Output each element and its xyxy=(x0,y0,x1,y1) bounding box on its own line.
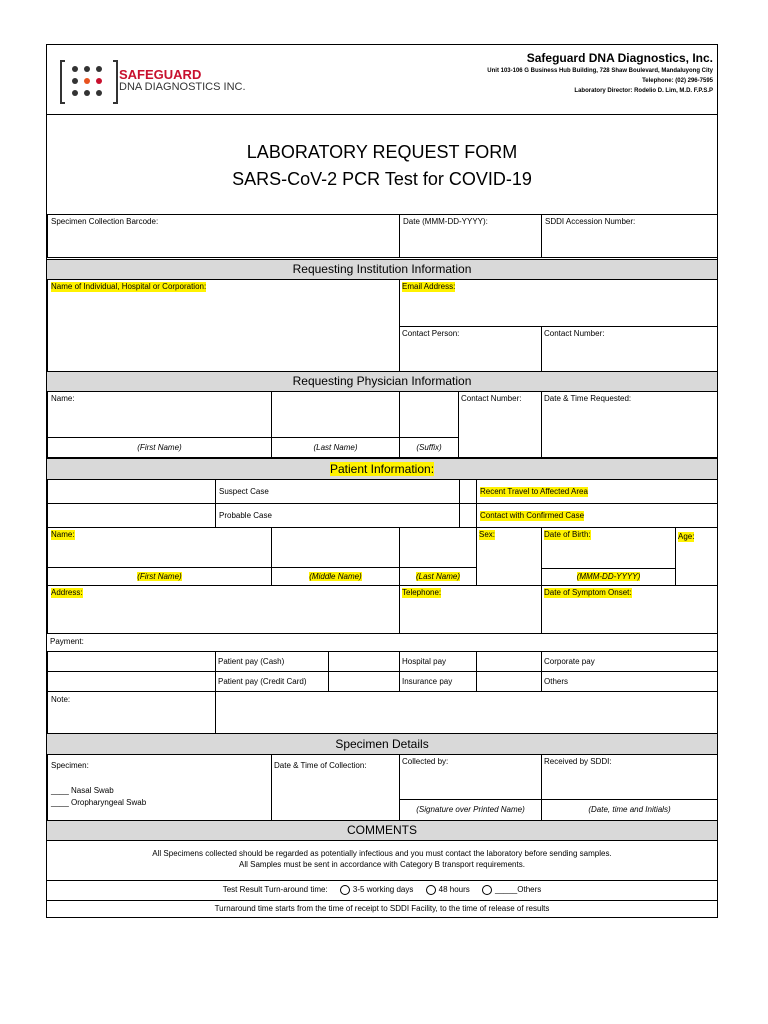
tat-48-hours-radio[interactable] xyxy=(426,885,436,895)
comments-header: COMMENTS xyxy=(47,820,717,841)
nasal-swab-option[interactable]: ____ Nasal Swab xyxy=(51,786,114,795)
suspect-case-checkbox[interactable] xyxy=(47,479,216,504)
received-by-label: Received by SDDI: xyxy=(544,757,612,766)
accession-field[interactable] xyxy=(541,214,718,258)
collection-datetime-field[interactable] xyxy=(271,754,400,821)
patient-address-label: Address: xyxy=(51,588,83,597)
turnaround-divider xyxy=(47,900,717,901)
sex-label: Sex: xyxy=(479,530,496,539)
form-page xyxy=(46,44,718,918)
insurance-checkbox[interactable] xyxy=(476,671,542,692)
tat-3-5-days-label: 3-5 working days xyxy=(352,885,414,894)
dob-caption-line xyxy=(542,568,675,569)
physician-contact-number-field[interactable] xyxy=(458,391,542,458)
received-by-caption-line xyxy=(542,799,717,800)
physician-caption-line xyxy=(47,437,459,438)
date-label: Date (MMM-DD-YYYY): xyxy=(403,217,488,226)
tat-others-label: _____Others xyxy=(495,885,542,894)
company-address: Unit 103-106 G Business Hub Building, 728 Shaw Boulevard, Mandaluyong City xyxy=(487,68,713,74)
comments-line2: All Samples must be sent in accordance with Category B transport requirements. xyxy=(239,860,525,869)
cash-option xyxy=(215,651,329,672)
insurance-label: Insurance pay xyxy=(402,677,453,686)
age-field[interactable] xyxy=(675,527,718,586)
payment-blank-1 xyxy=(47,651,216,672)
oropharyngeal-swab-option[interactable]: ____ Oropharyngeal Swab xyxy=(51,798,147,807)
institution-contact-number-label: Contact Number: xyxy=(544,329,605,338)
suspect-case-label: Suspect Case xyxy=(219,487,269,496)
specimen-label: Specimen: xyxy=(51,761,89,770)
probable-case-row xyxy=(215,503,460,528)
patient-telephone-label: Telephone: xyxy=(402,588,442,597)
form-subtitle: SARS-CoV-2 PCR Test for COVID-19 xyxy=(232,169,532,189)
patient-name-caption-line xyxy=(47,567,477,568)
travel-label: Recent Travel to Affected Area xyxy=(480,487,588,496)
physician-first-caption: (First Name) xyxy=(137,443,182,452)
payment-label: Payment: xyxy=(50,637,84,646)
symptom-onset-field[interactable] xyxy=(541,585,718,634)
barcode-label: Specimen Collection Barcode: xyxy=(51,217,159,226)
dob-caption: (MMM-DD-YYYY) xyxy=(576,572,641,581)
note-label: Note: xyxy=(51,695,71,704)
company-name: Safeguard DNA Diagnostics, Inc. xyxy=(526,51,713,65)
institution-name-label: Name of Individual, Hospital or Corporation: xyxy=(51,282,207,291)
patient-address-field[interactable] xyxy=(47,585,400,634)
others-option[interactable] xyxy=(541,671,718,692)
patient-middle-name-field[interactable] xyxy=(271,527,400,586)
collected-by-caption-line xyxy=(400,799,541,800)
collected-by-field[interactable] xyxy=(399,754,542,821)
tat-3-5-days-radio[interactable] xyxy=(340,885,350,895)
probable-case-label: Probable Case xyxy=(219,511,272,520)
physician-suffix-field[interactable] xyxy=(399,391,459,458)
turnaround-label: Test Result Turn-around time: xyxy=(222,885,328,894)
cash-label: Patient pay (Cash) xyxy=(218,657,285,666)
probable-case-checkbox[interactable] xyxy=(47,503,216,528)
note-label-cell xyxy=(47,691,216,734)
email-label: Email Address: xyxy=(402,282,456,291)
tat-48-hours-label: 48 hours xyxy=(438,885,470,894)
patient-first-caption: (First Name) xyxy=(137,572,182,581)
barcode-field[interactable] xyxy=(47,214,400,258)
signature-caption: (Signature over Printed Name) xyxy=(416,805,525,814)
dob-label: Date of Birth: xyxy=(544,530,591,539)
physician-first-name-field[interactable] xyxy=(47,391,272,458)
tat-others-radio[interactable] xyxy=(482,885,492,895)
accession-label: SDDI Accession Number: xyxy=(545,217,636,226)
physician-last-caption: (Last Name) xyxy=(313,443,358,452)
comments-line1: All Specimens collected should be regarded as potentially infectious and you must contact the laboratory before sending samples. xyxy=(152,849,612,858)
specimen-header: Specimen Details xyxy=(47,733,717,755)
patient-name-label: Name: xyxy=(51,530,75,539)
logo-text-line2: DNA DIAGNOSTICS INC. xyxy=(119,81,246,93)
email-field[interactable] xyxy=(399,279,718,327)
received-by-field[interactable] xyxy=(541,754,718,821)
credit-checkbox[interactable] xyxy=(328,671,400,692)
form-title: LABORATORY REQUEST FORM xyxy=(246,142,518,162)
patient-first-name-field[interactable] xyxy=(47,527,272,586)
patient-middle-caption: (Middle Name) xyxy=(309,572,362,581)
hospital-option xyxy=(399,651,477,672)
physician-datetime-label: Date & Time Requested: xyxy=(544,394,632,403)
physician-datetime-field[interactable] xyxy=(541,391,718,458)
company-logo xyxy=(59,59,269,105)
date-initials-caption: (Date, time and Initials) xyxy=(588,805,671,814)
logo-text-line1: SAFEGUARD xyxy=(119,67,202,82)
payment-blank-2 xyxy=(47,671,216,692)
credit-option xyxy=(215,671,329,692)
contact-person-label: Contact Person: xyxy=(402,329,460,338)
patient-header-text: Patient Information: xyxy=(329,462,435,476)
collection-datetime-label: Date & Time of Collection: xyxy=(274,761,367,770)
institution-header: Requesting Institution Information xyxy=(47,259,717,280)
corporate-label: Corporate pay xyxy=(544,657,595,666)
lab-director: Laboratory Director: Rodelio D. Lim, M.D. F.P.S.P xyxy=(574,88,713,94)
physician-suffix-caption: (Suffix) xyxy=(416,443,442,452)
contact-case-checkbox[interactable] xyxy=(459,503,477,528)
company-telephone: Telephone: (02) 296-7595 xyxy=(642,78,713,84)
contact-case-row xyxy=(476,503,718,528)
collected-by-label: Collected by: xyxy=(402,757,449,766)
symptom-onset-label: Date of Symptom Onset: xyxy=(544,588,632,597)
sex-field[interactable] xyxy=(476,527,542,586)
contact-case-label: Contact with Confirmed Case xyxy=(480,511,585,520)
cash-checkbox[interactable] xyxy=(328,651,400,672)
header-divider xyxy=(47,114,717,115)
comments-divider xyxy=(47,880,717,881)
physician-name-label: Name: xyxy=(51,394,75,403)
physician-header: Requesting Physician Information xyxy=(47,371,717,392)
patient-last-caption: (Last Name) xyxy=(415,572,460,581)
patient-last-name-field[interactable] xyxy=(399,527,477,586)
date-field[interactable] xyxy=(399,214,542,258)
physician-last-name-field[interactable] xyxy=(271,391,400,458)
travel-row xyxy=(476,479,718,504)
dob-field[interactable] xyxy=(541,527,676,586)
patient-header xyxy=(47,458,717,480)
credit-label: Patient pay (Credit Card) xyxy=(218,677,307,686)
physician-contact-number-label: Contact Number: xyxy=(461,394,522,403)
suspect-case-row xyxy=(215,479,460,504)
turnaround-note: Turnaround time starts from the time of receipt to SDDI Facility, to the time of release of results xyxy=(214,904,550,913)
contact-person-field[interactable] xyxy=(399,326,542,372)
note-field[interactable] xyxy=(215,691,718,734)
hospital-label: Hospital pay xyxy=(402,657,447,666)
logo-dots-icon xyxy=(59,59,119,105)
institution-contact-number-field[interactable] xyxy=(541,326,718,372)
travel-checkbox[interactable] xyxy=(459,479,477,504)
age-label: Age: xyxy=(678,532,695,541)
others-label: Others xyxy=(544,677,569,686)
institution-name-field[interactable] xyxy=(47,279,400,372)
turnaround-row xyxy=(47,883,717,897)
hospital-checkbox[interactable] xyxy=(476,651,542,672)
patient-telephone-field[interactable] xyxy=(399,585,542,634)
specimen-field[interactable] xyxy=(47,754,272,821)
insurance-option xyxy=(399,671,477,692)
corporate-option[interactable] xyxy=(541,651,718,672)
